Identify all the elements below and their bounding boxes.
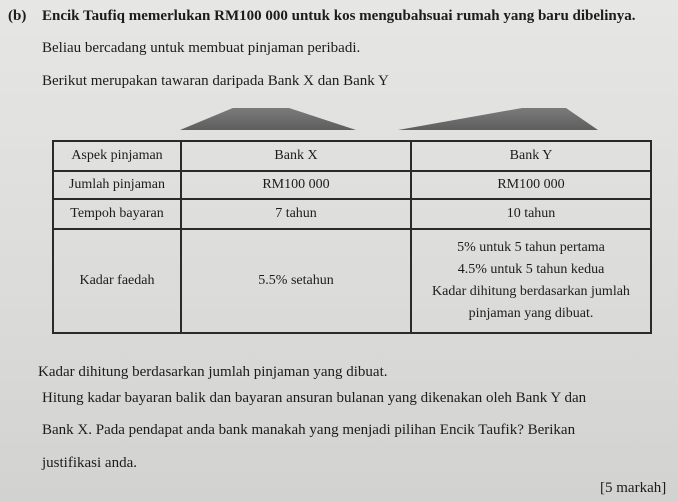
row-label-payment-period: Tempoh bayaran xyxy=(53,199,181,229)
table-row xyxy=(53,199,651,229)
prompt-line-1: Kadar dihitung berdasarkan jumlah pinjaman yang dibuat. xyxy=(38,364,388,380)
prompt-line-2: Hitung kadar bayaran balik dan bayaran ansuran bulanan yang dikenakan oleh Bank Y dan xyxy=(42,390,587,406)
bank-y-interest-rate xyxy=(411,229,651,333)
table-header-row xyxy=(53,141,651,171)
bank-y-payment-period: 10 tahun xyxy=(411,199,651,229)
bank-x-loan-amount: RM100 000 xyxy=(181,171,411,199)
intro-line-3: Berikut merupakan tawaran daripada Bank X dan Bank Y xyxy=(42,73,389,89)
row-label-interest-rate: Kadar faedah xyxy=(53,229,181,333)
prompt-line-4: justifikasi anda. xyxy=(42,455,137,471)
intro-line-2: Beliau bercadang untuk membuat pinjaman peribadi. xyxy=(42,40,361,56)
bank-x-payment-period: 7 tahun xyxy=(181,199,411,229)
shadow-mark-right xyxy=(398,108,598,130)
header-bank-x: Bank X xyxy=(181,141,411,171)
intro-line-1: Encik Taufiq memerlukan RM100 000 untuk kos mengubahsuai rumah yang baru dibelinya. xyxy=(42,8,636,24)
bank-y-rate-line-2: 4.5% untuk 5 tahun kedua xyxy=(457,262,605,277)
bank-y-loan-amount: RM100 000 xyxy=(411,171,651,199)
shadow-mark-left xyxy=(180,108,356,130)
bank-y-rate-line-4: pinjaman yang dibuat. xyxy=(468,306,594,321)
marks-label: [5 markah] xyxy=(600,480,667,496)
row-label-loan-amount: Jumlah pinjaman xyxy=(53,171,181,199)
table-row xyxy=(53,229,651,333)
bank-y-rate-line-3: Kadar dihitung berdasarkan jumlah xyxy=(432,284,630,299)
bank-y-rate-line-1: 5% untuk 5 tahun pertama xyxy=(457,240,605,255)
bank-x-interest-rate: 5.5% setahun xyxy=(181,229,411,333)
question-number: (b) xyxy=(8,8,27,24)
header-bank-y: Bank Y xyxy=(411,141,651,171)
table-row xyxy=(53,171,651,199)
prompt-line-3: Bank X. Pada pendapat anda bank manakah yang menjadi pilihan Encik Taufik? Berikan xyxy=(42,422,576,438)
loan-offer-table xyxy=(52,140,652,334)
header-aspect: Aspek pinjaman xyxy=(53,141,181,171)
